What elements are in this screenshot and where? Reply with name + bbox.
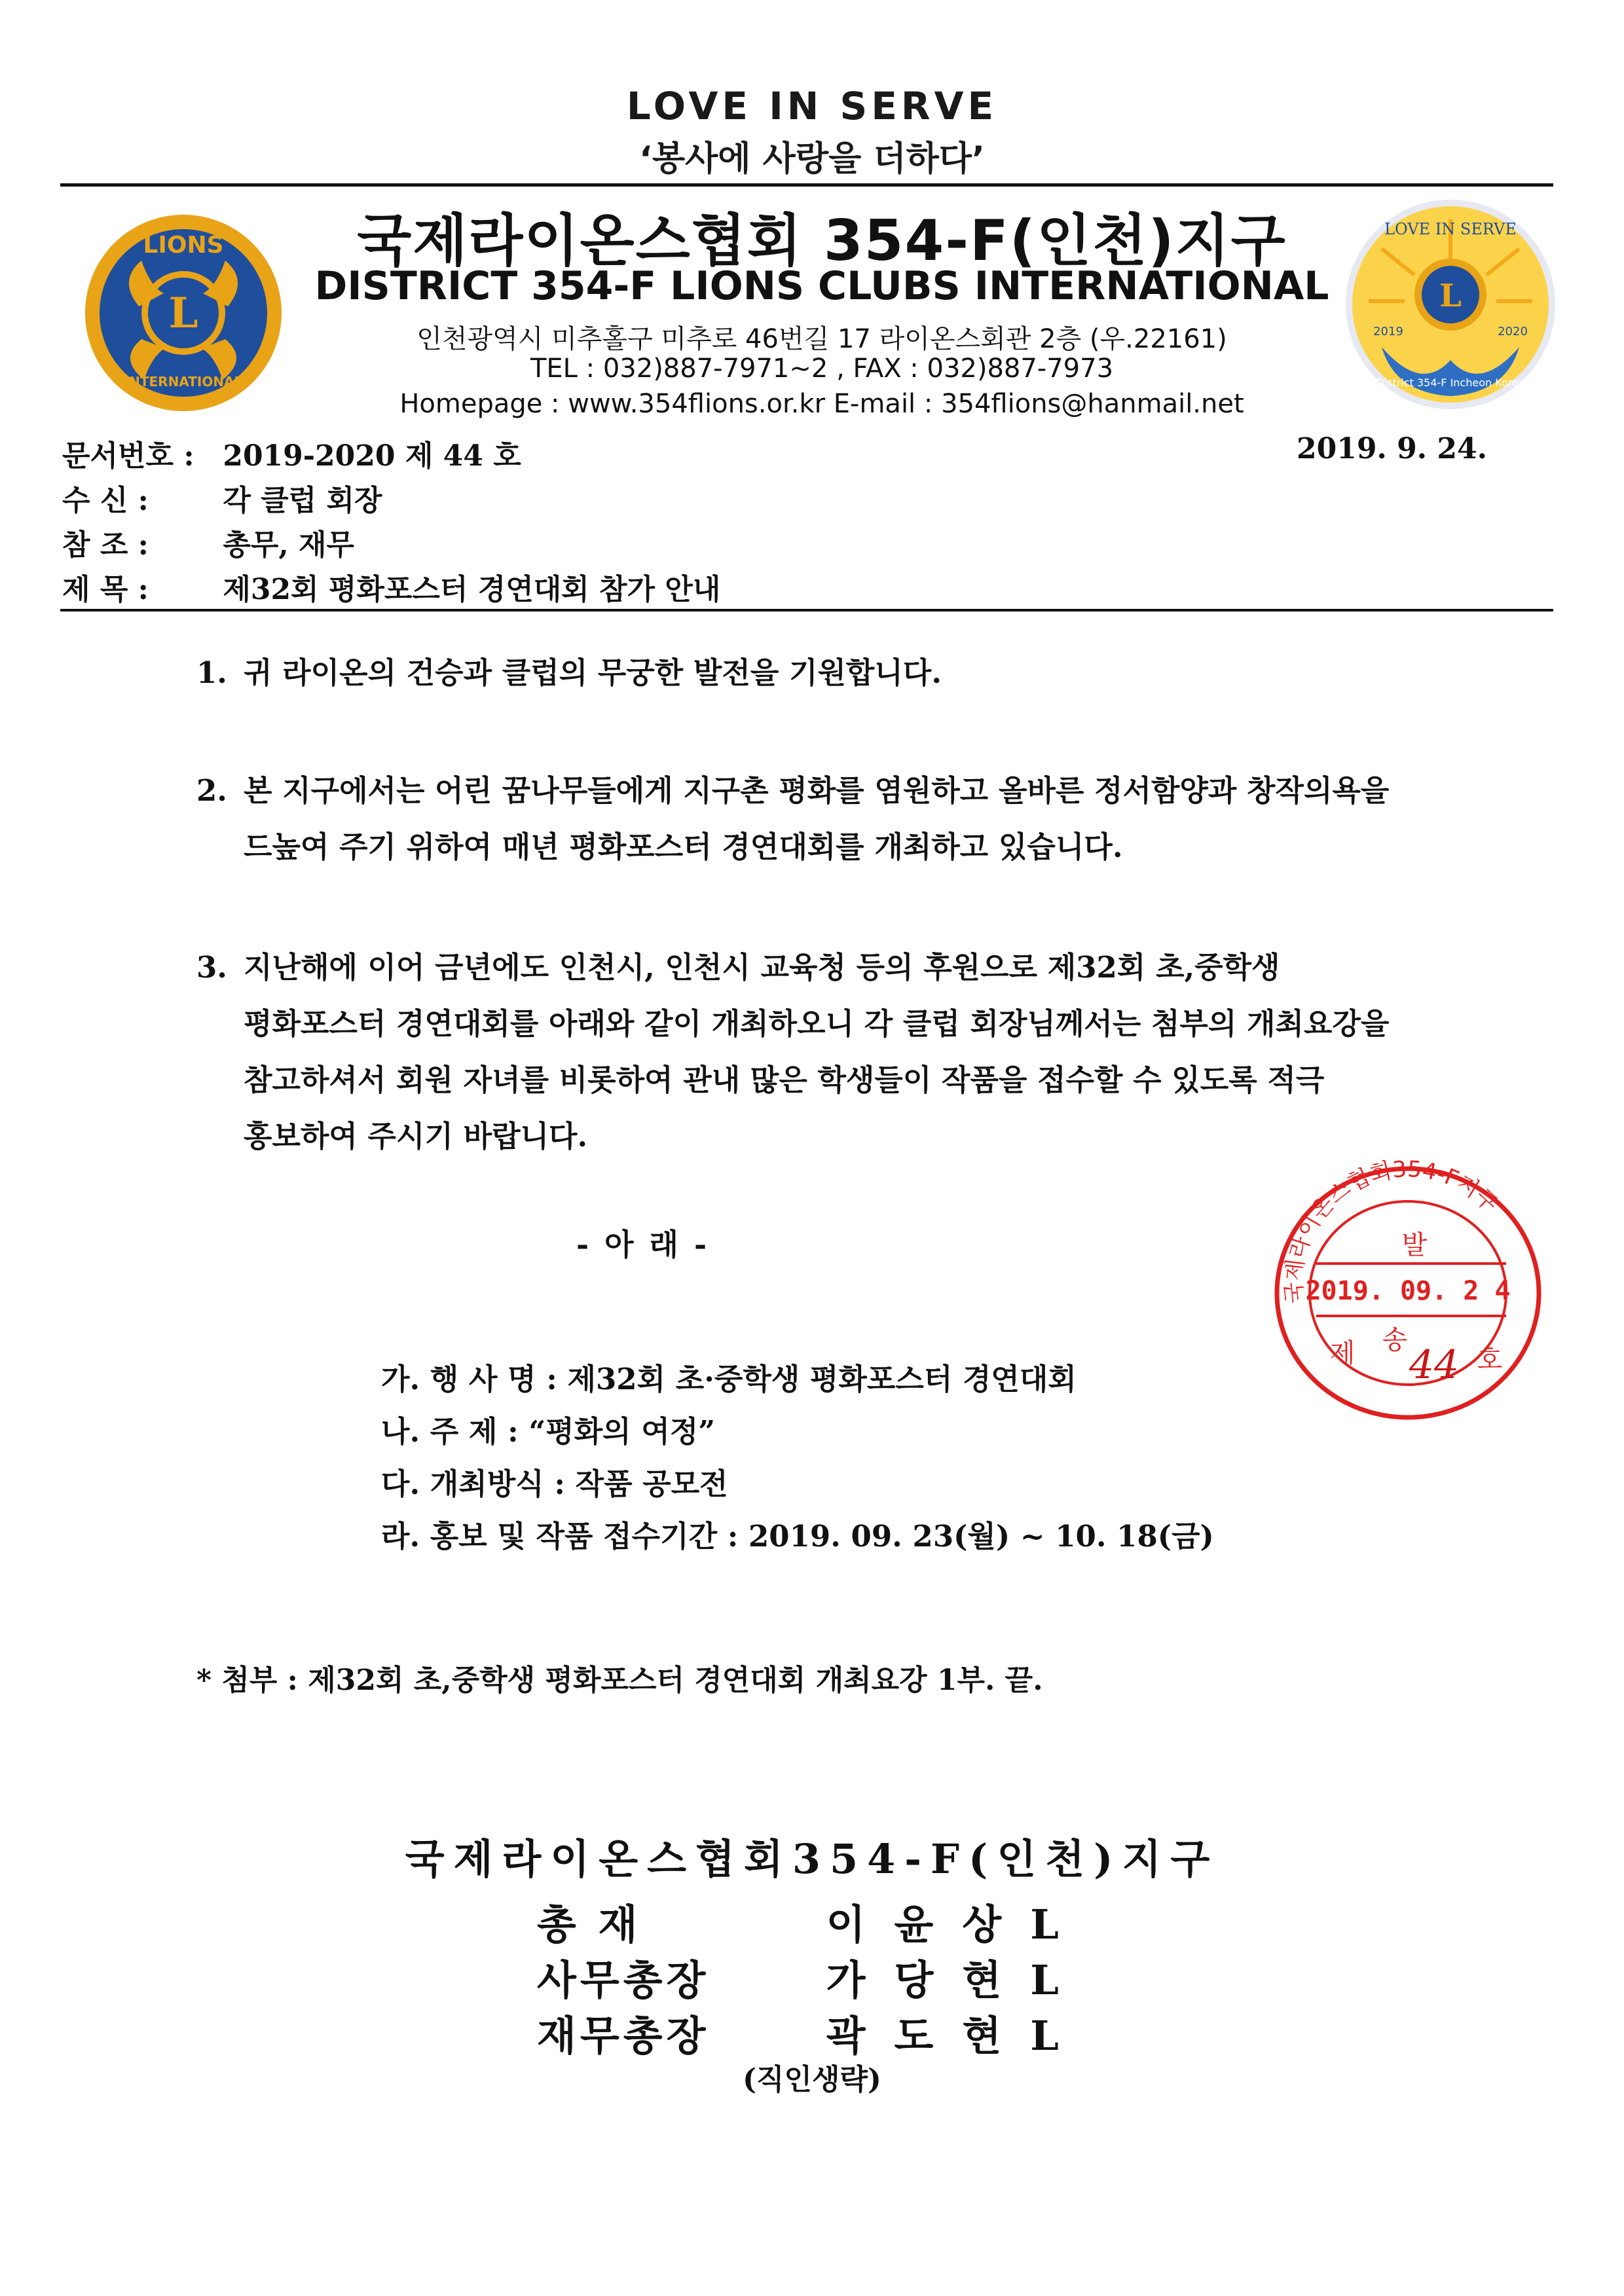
paragraph-2-number: 2. bbox=[196, 773, 227, 808]
love-in-serve-logo bbox=[1342, 196, 1559, 412]
paragraph-1 bbox=[196, 645, 1553, 701]
dispatch-stamp bbox=[1264, 1152, 1552, 1427]
reference: 총무, 재무 bbox=[223, 528, 354, 562]
signature-title: 총 재 bbox=[537, 1901, 642, 1948]
signature-row bbox=[537, 1892, 1088, 1950]
lions-emblem-logo bbox=[79, 208, 288, 418]
paragraph-1-number: 1. bbox=[196, 655, 227, 690]
notice-item-theme: 나. 주 제 : “평화의 여정” bbox=[381, 1414, 716, 1449]
reference-row bbox=[62, 521, 354, 563]
signature-name: 곽도현L bbox=[826, 2012, 1088, 2060]
logo-left-top-text: LIONS bbox=[143, 232, 224, 259]
logo-left-center-text: L bbox=[168, 289, 198, 338]
stamp-char-mid: 송 bbox=[1382, 1325, 1408, 1355]
attachment-note: * 첨부 : 제32회 초,중학생 평화포스터 경연대회 개최요강 1부. 끝. bbox=[196, 1664, 1043, 1697]
paragraph-2 bbox=[196, 763, 1553, 875]
notice-heading: - 아 래 - bbox=[576, 1227, 710, 1262]
notice-item-period: 라. 홍보 및 작품 접수기간 : 2019. 09. 23(월) ~ 10. 18(금) bbox=[381, 1519, 1214, 1554]
slogan: LOVE IN SERVE bbox=[626, 84, 998, 128]
document-number-row bbox=[62, 432, 521, 474]
notice-item-event-name: 가. 행 사 명 : 제32회 초·중학생 평화포스터 경연대회 bbox=[381, 1362, 1077, 1396]
signature-title: 사무총장 bbox=[537, 1956, 710, 2004]
organization-name-english: DISTRICT 354-F LIONS CLUBS INTERNATIONAL bbox=[314, 263, 1329, 309]
subject: 제32회 평화포스터 경연대회 참가 안내 bbox=[223, 573, 721, 606]
recipient-label: 수 신 : bbox=[62, 484, 149, 517]
paragraph-3-line-1: 지난해에 이어 금년에도 인천시, 인천시 교육청 등의 후원으로 제32회 초,중학생 bbox=[244, 950, 1280, 985]
document-number: 2019-2020 제 44 호 bbox=[223, 439, 521, 473]
logo-right-bottom-text: District 354-F Incheon Korea bbox=[1376, 376, 1525, 389]
paragraph-3-number: 3. bbox=[196, 950, 227, 985]
document-number-label: 문서번호 : bbox=[62, 439, 194, 473]
stamp-ring-text: 국제라이온스협회354-F지구 bbox=[1280, 1156, 1504, 1305]
organization-name-korean: 국제라이온스협회 354-F(인천)지구 bbox=[357, 208, 1287, 274]
paragraph-3 bbox=[196, 939, 1553, 1165]
logo-right-year-left: 2019 bbox=[1373, 325, 1403, 338]
notice-item-method: 다. 개최방식 : 작품 공모전 bbox=[381, 1467, 728, 1501]
logo-right-top-text: LOVE IN SERVE bbox=[1384, 220, 1517, 238]
signature-title: 재무총장 bbox=[537, 2012, 710, 2060]
paragraph-1-line-1: 귀 라이온의 건승과 클럽의 무궁한 발전을 기원합니다. bbox=[244, 655, 942, 690]
stamp-date: 2019. 09. 2 4 bbox=[1305, 1276, 1511, 1306]
signature-organization: 국제라이온스협회354-F(인천)지구 bbox=[405, 1835, 1219, 1883]
recipient-row bbox=[62, 477, 382, 519]
paragraph-2-line-1: 본 지구에서는 어린 꿈나무들에게 지구촌 평화를 염원하고 올바른 정서함양과 창작의욕을 bbox=[244, 773, 1390, 808]
subject-row bbox=[62, 566, 720, 608]
paragraph-3-line-2: 평화포스터 경연대회를 아래와 같이 개최하오니 각 클럽 회장님께서는 첨부의 개최요강을 bbox=[244, 1006, 1390, 1041]
organization-web-email: Homepage : www.354flions.or.kr E-mail : 354flions@hanmail.net bbox=[399, 389, 1244, 419]
stamp-char-left: 제 bbox=[1329, 1338, 1356, 1368]
logo-right-year-right: 2020 bbox=[1498, 325, 1528, 338]
signature-row bbox=[537, 1948, 1088, 2006]
signature-name: 이윤상L bbox=[826, 1901, 1088, 1948]
paragraph-3-line-3: 참고하셔서 회원 자녀를 비롯하여 관내 많은 학생들이 작품을 접수할 수 있도록 적극 bbox=[244, 1063, 1325, 1097]
stamp-char-right: 호 bbox=[1477, 1345, 1503, 1375]
slogan-korean: ‘봉사에 사랑을 더하다’ bbox=[639, 139, 985, 179]
subject-label: 제 목 : bbox=[62, 573, 149, 606]
header-divider bbox=[60, 183, 1553, 187]
stamp-number: 44 bbox=[1409, 1342, 1460, 1388]
document-date: 2019. 9. 24. bbox=[1297, 432, 1487, 465]
organization-tel-fax: TEL : 032)887-7971~2 , FAX : 032)887-7973 bbox=[530, 354, 1114, 384]
seal-omitted-note: (직인생략) bbox=[743, 2063, 881, 2096]
organization-address: 인천광역시 미추홀구 미추로 46번길 17 라이온스회관 2층 (우.22161) bbox=[416, 324, 1227, 354]
paragraph-2-line-2: 드높여 주기 위하여 매년 평화포스터 경연대회를 개최하고 있습니다. bbox=[244, 829, 1123, 864]
logo-right-center-text: L bbox=[1439, 278, 1462, 314]
signature-name: 가당현L bbox=[826, 1956, 1088, 2004]
reference-label: 참 조 : bbox=[62, 528, 149, 562]
subject-divider bbox=[60, 609, 1553, 611]
paragraph-3-line-4: 홍보하여 주시기 바랍니다. bbox=[244, 1119, 588, 1154]
signature-row bbox=[537, 2003, 1088, 2062]
logo-left-bottom-text: INTERNATIONAL bbox=[124, 374, 243, 390]
recipient: 각 클럽 회장 bbox=[223, 484, 382, 517]
stamp-center-top: 발 bbox=[1401, 1230, 1428, 1260]
